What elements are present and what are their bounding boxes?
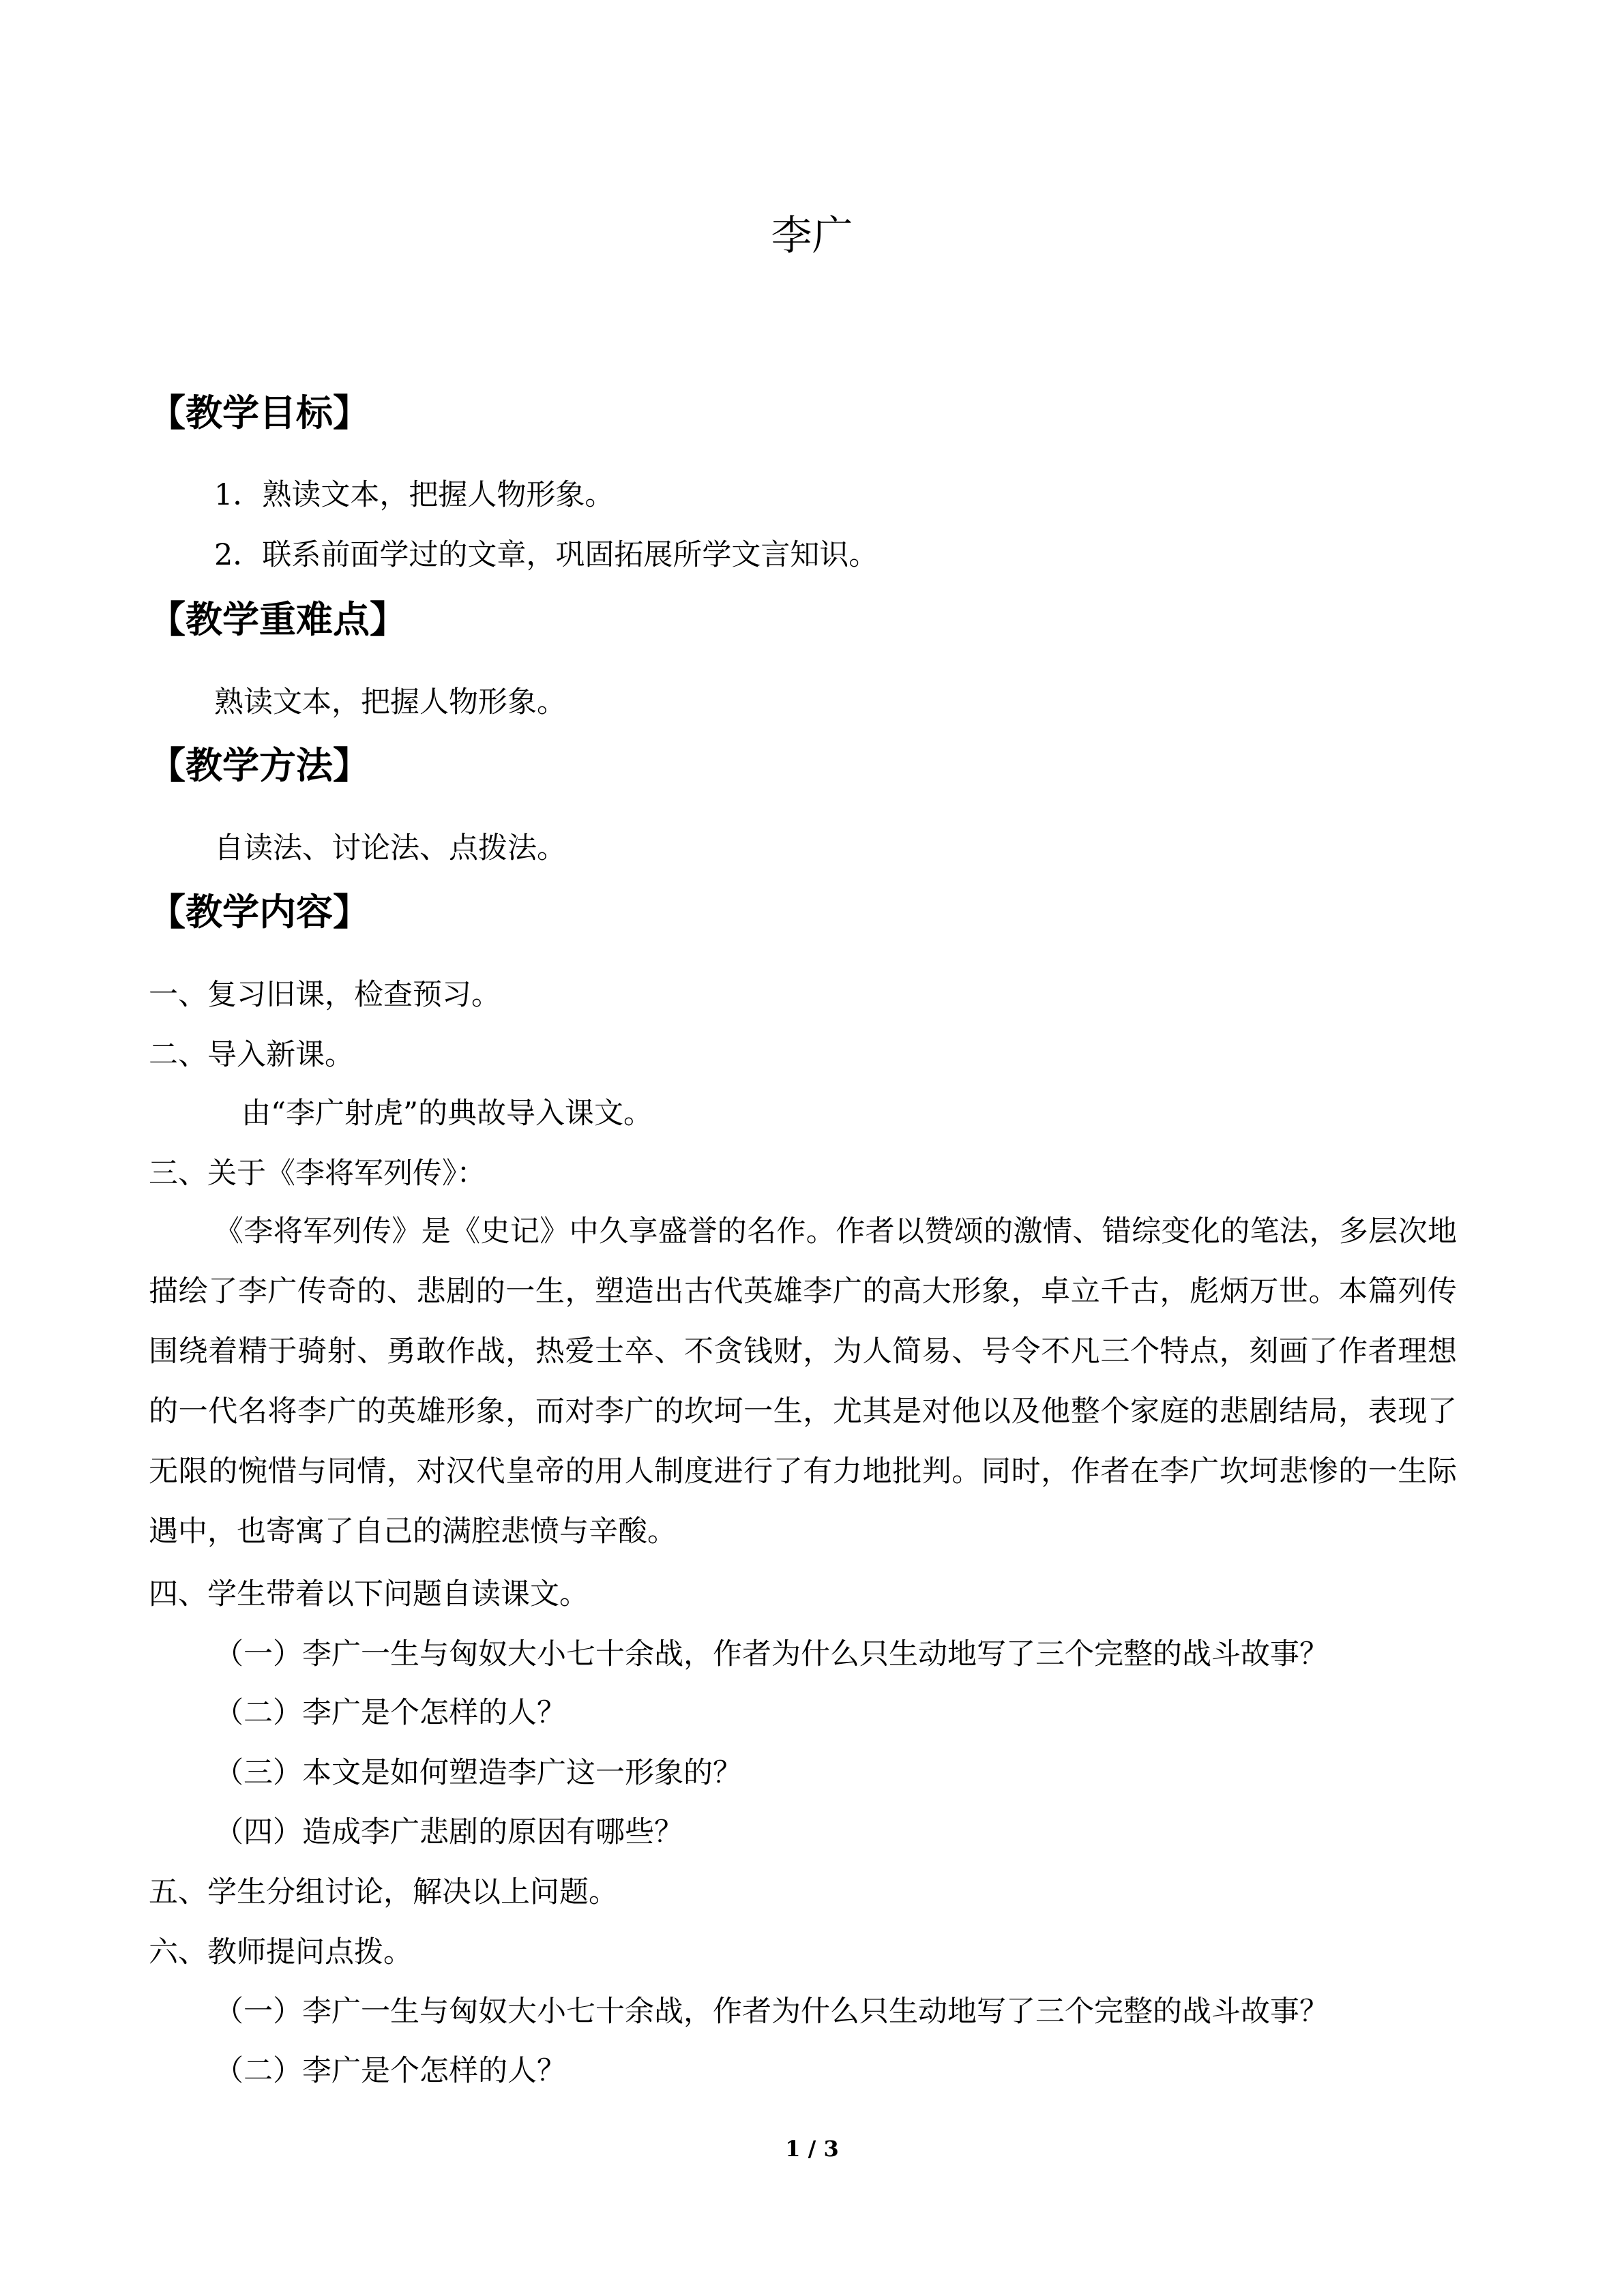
content-step-1: 一、复习旧课，检查预习。 (149, 978, 501, 1012)
question-item: （二）李广是个怎样的人？ (214, 1696, 566, 1730)
goal-item: 2．联系前面学过的文章，巩固拓展所学文言知识。 (214, 538, 879, 572)
question-item: （二）李广是个怎样的人？ (214, 2054, 566, 2088)
page-number: 1 / 3 (785, 2136, 839, 2162)
question-item: （一）李广一生与匈奴大小七十余战，作者为什么只生动地写了三个完整的战斗故事？ (214, 1637, 1329, 1671)
heading-key-points: 【教学重难点】 (149, 598, 407, 641)
content-step-6: 六、教师提问点拨。 (149, 1935, 413, 1969)
content-step-4: 四、学生带着以下问题自读课文。 (149, 1577, 589, 1611)
question-item: （四）造成李广悲剧的原因有哪些？ (214, 1815, 683, 1849)
question-item: （三）本文是如何塑造李广这一形象的？ (214, 1756, 742, 1790)
content-step-3-paragraph: 《李将军列传》是《史记》中久享盛誉的名作。作者以赞颂的激情、错综变化的笔法，多层次地描绘了李广传奇的、悲剧的一生，塑造出古代英雄李广的高大形象，卓立千古，彪炳万世。本篇列传围绕着精于骑射、勇敢作战，热爱士卒、不贪钱财，为人简易、号令不凡三个特点，刻画了作者理想的一代名将李广的英雄形象，而对李广的坎坷一生，尤其是对他以及他整个家庭的悲剧结局，表现了无限的惋惜与同情，对汉代皇帝的用人制度进行了有力地批判。同时，作者在李广坎坷悲惨的一生际遇中，也寄寓了自己的满腔悲愤与辛酸。 (149, 1214, 1457, 1549)
goal-item: 1．熟读文本，把握人物形象。 (214, 478, 615, 512)
key-points-text: 熟读文本，把握人物形象。 (214, 685, 566, 719)
question-item: （一）李广一生与匈奴大小七十余战，作者为什么只生动地写了三个完整的战斗故事？ (214, 1995, 1329, 2029)
heading-teaching-methods: 【教学方法】 (149, 744, 370, 787)
content-step-5: 五、学生分组讨论，解决以上问题。 (149, 1875, 618, 1909)
content-step-2-detail: 由“李广射虎”的典故导入课文。 (241, 1097, 653, 1131)
document-title: 李广 (771, 212, 853, 260)
methods-text: 自读法、讨论法、点拨法。 (214, 831, 566, 865)
heading-teaching-content: 【教学内容】 (149, 891, 370, 934)
heading-teaching-goals: 【教学目标】 (149, 391, 370, 434)
content-step-2: 二、导入新课。 (149, 1038, 354, 1072)
content-step-3: 三、关于《李将军列传》： (149, 1157, 486, 1191)
